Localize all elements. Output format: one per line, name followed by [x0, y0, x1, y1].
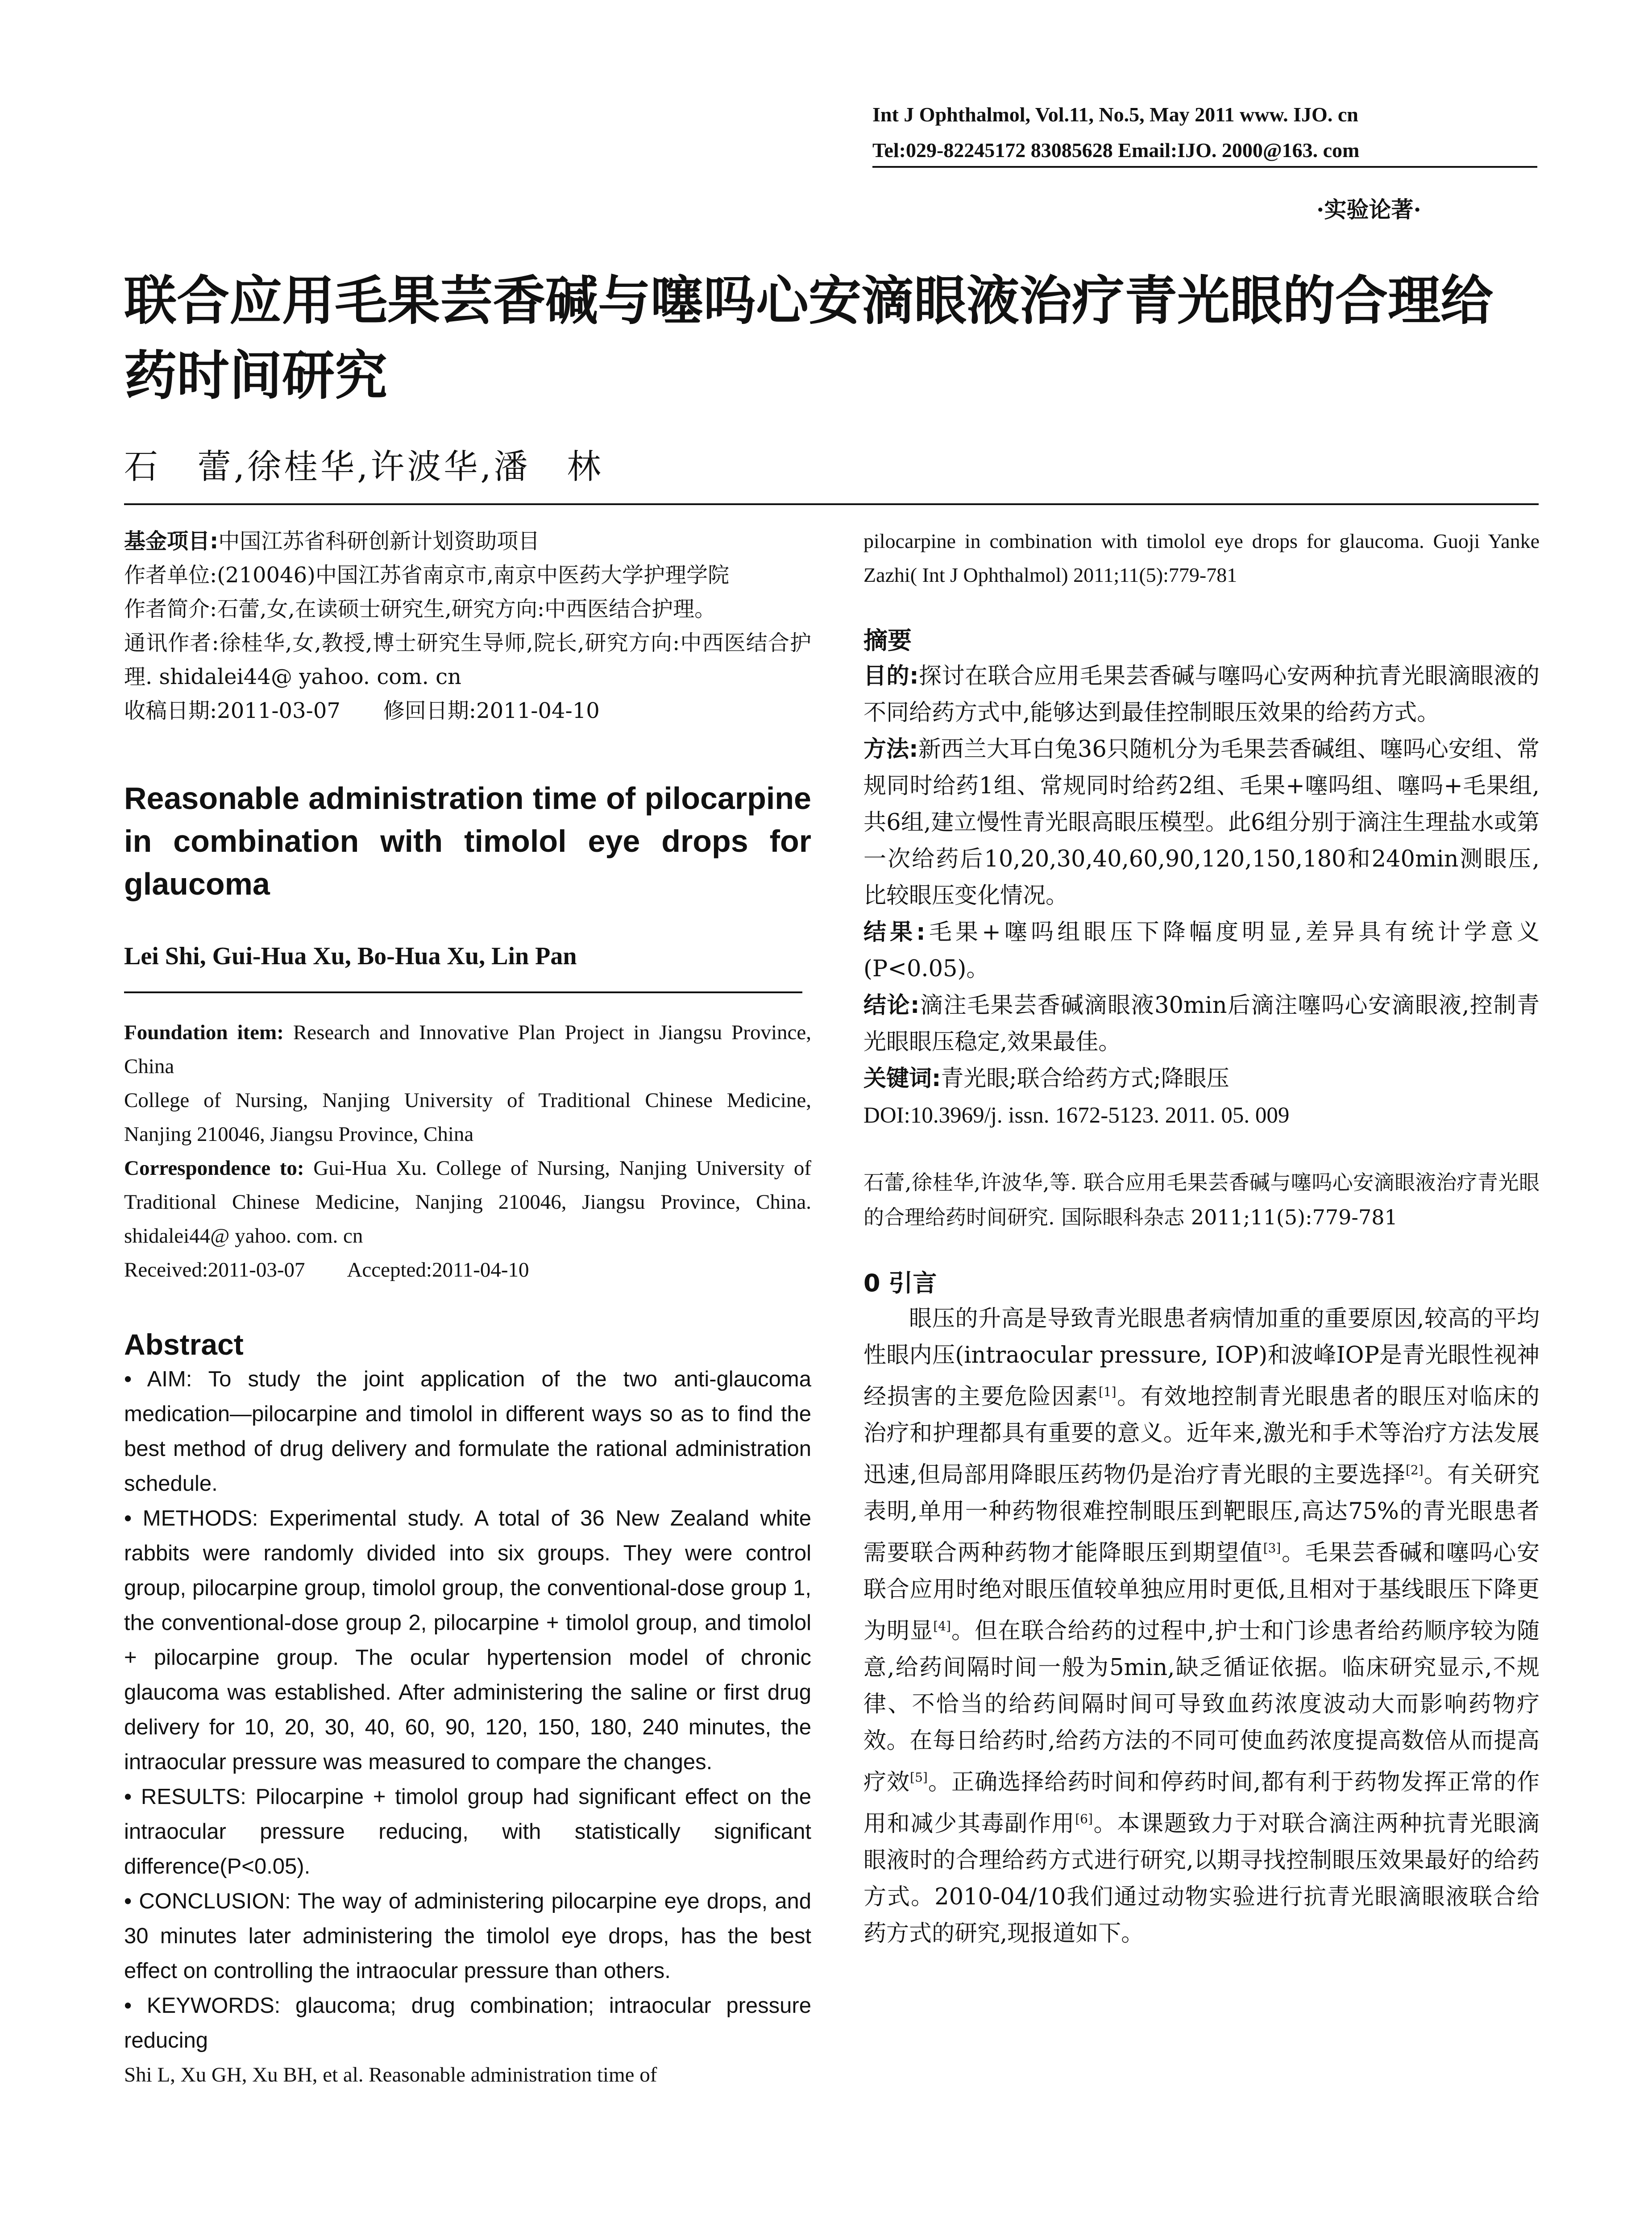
abstract-cn	[863, 658, 1540, 1134]
ref-3: [3]	[1263, 1541, 1281, 1555]
keywords-label: 关键词:	[863, 1066, 941, 1092]
keywords-text: 青光眼;联合给药方式;降眼压	[941, 1066, 1229, 1092]
method-label: 方法:	[863, 736, 918, 763]
fund-text: 中国江苏省科研创新计划资助项目	[218, 529, 540, 554]
ref-2: [2]	[1405, 1463, 1424, 1477]
conclusion-label: 结论:	[863, 992, 920, 1019]
purpose-text: 探讨在联合应用毛果芸香碱与噻吗心安两种抗青光眼滴眼液的不同给药方式中,能够达到最佳控制眼压效果的给药方式。	[863, 663, 1540, 726]
abstract-keywords: • KEYWORDS: glaucoma; drug combination; intraocular pressure reducing	[124, 1994, 811, 2053]
doi: DOI:10.3969/j. issn. 1672-5123. 2011. 05. 009	[863, 1103, 1290, 1128]
authors-rule	[124, 991, 802, 993]
abstract-heading-cn: 摘要	[863, 626, 912, 655]
ref-1: [1]	[1098, 1385, 1117, 1399]
english-metadata	[124, 1016, 811, 1287]
abstract-conclusion: • CONCLUSION: The way of administering pilocarpine eye drops, and 30 minutes later administering the timolol eye drops, has the best effect on controlling the intraocular pressure than others.	[124, 1889, 811, 1983]
result-label: 结果:	[863, 919, 926, 945]
citation-en-start: Shi L, Xu GH, Xu BH, et al. Reasonable administration time of	[124, 2063, 657, 2086]
received-en: Received:2011-03-07 Accepted:2011-04-10	[124, 1258, 529, 1281]
citation-en-cont: pilocarpine in combination with timolol eye drops for glaucoma. Guoji Yanke Zazhi( Int J Ophthalmol) 2011;11(5):779-781	[863, 530, 1540, 586]
correspondence-label: Correspondence to:	[124, 1157, 304, 1180]
abstract-en	[124, 1362, 811, 2058]
right-column	[863, 524, 1540, 1952]
chinese-metadata	[124, 524, 811, 728]
abstract-results: • RESULTS: Pilocarpine + timolol group had significant effect on the intraocular pressure reducing, with statistically significant difference(P<0.05).	[124, 1785, 811, 1879]
bio-text: 石蕾,女,在读硕士研究生,研究方向:中西医结合护理。	[217, 597, 716, 622]
journal-header-line1: Int J Ophthalmol, Vol.11, No.5, May 2011 www. IJO. cn	[872, 103, 1358, 126]
intro-text-5: 。但在联合给药的过程中,护士和门诊患者给药顺序较为随意,给药间隔时间一般为5min,缺乏循证依据。临床研究显示,不规律、不恰当的给药间隔时间可导致血药浓度波动大而影响药物疗效。在每日给药时,给药方法的不同可使血药浓度提高数倍从而提高疗效	[863, 1618, 1540, 1796]
college-en: College of Nursing, Nanjing University of Traditional Chinese Medicine, Nanjing 210046, Jiangsu Province, China	[124, 1089, 811, 1146]
intro-text-6: 。正确选择给药时间和停药时间,都有利于药物发挥正常的作用和减少其毒副作用	[863, 1769, 1540, 1837]
intro-text-1: 眼压的升高是导致青光眼患者病情加重的重要原因,较高的平均性眼内压(intraocular pressure, IOP)和波峰IOP是青光眼性视神经损害的主要危险因素	[863, 1306, 1540, 1410]
article-title-cn: 联合应用毛果芸香碱与噻吗心安滴眼液治疗青光眼的合理给药时间研究	[124, 270, 1494, 406]
intro-text-2: 。有效地控制青光眼患者的眼压对临床的治疗和护理都具有重要的意义。近年来,激光和手术等治疗方法发展迅速,但局部用降眼压药物仍是治疗青光眼的主要选择	[863, 1384, 1540, 1488]
citation-cn: 石蕾,徐桂华,许波华,等. 联合应用毛果芸香碱与噻吗心安滴眼液治疗青光眼的合理给药时间研究. 国际眼科杂志 2011;11(5):779-781	[863, 1170, 1540, 1229]
abstract-methods: • METHODS: Experimental study. A total of 36 New Zealand white rabbits were randomly divided into six groups. They were control group, pilocarpine group, timolol group, the conventional-dose group 1, the conventional-dose group 2, pilocarpine + timolol group, and timolol + pilocarpine group. The ocular hypertension model of chronic glaucoma was established. After administering the saline or first drug delivery for 10, 20, 30, 40, 60, 90, 120, 150, 180, 240 minutes, the intraocular pressure was measured to compare the changes.	[124, 1506, 811, 1774]
article-category: ·实验论著·	[1316, 196, 1421, 223]
fund-label: 基金项目:	[124, 529, 219, 554]
journal-header-line2: Tel:029-82245172 83085628 Email:IJO. 2000@163. com	[872, 139, 1360, 162]
foundation-text: Research and Innovative Plan Project in Jiangsu Province, China	[124, 1021, 811, 1078]
abstract-aim: • AIM: To study the joint application of the two anti-glaucoma medication—pilocarpine and timolol in different ways so as to find the best method of drug delivery and formulate the rational administration schedule.	[124, 1367, 811, 1496]
ref-4: [4]	[933, 1619, 951, 1634]
ref-5: [5]	[910, 1770, 928, 1785]
corr-label: 通讯作者:	[124, 630, 219, 655]
bio-label: 作者简介:	[124, 597, 217, 622]
purpose-label: 目的:	[863, 663, 919, 689]
article-title-en: Reasonable administration time of pilocarpine in combination with timolol eye drops for glaucoma	[124, 781, 811, 901]
intro-text-4: 。毛果芸香碱和噻吗心安联合应用时绝对眼压值较单独应用时更低,且相对于基线眼压下降更为明显	[863, 1540, 1540, 1644]
correspondence-text: Gui-Hua Xu. College of Nursing, Nanjing University of Traditional Chinese Medicine, Nanjing 210046, Jiangsu Province, China. shidalei44@ yahoo. com. cn	[124, 1157, 811, 1248]
intro-text-3: 。有关研究表明,单用一种药物很难控制眼压到靶眼压,高达75%的青光眼患者需要联合两种药物才能降眼压到期望值	[863, 1462, 1540, 1566]
conclusion-text: 滴注毛果芸香碱滴眼液30min后滴注噻吗心安滴眼液,控制青光眼眼压稳定,效果最佳。	[863, 992, 1540, 1055]
result-text: 毛果+噻吗组眼压下降幅度明显,差异具有统计学意义(P<0.05)。	[863, 919, 1540, 982]
affil-text: (210046)中国江苏省南京市,南京中医药大学护理学院	[217, 563, 730, 588]
affil-label: 作者单位:	[124, 563, 217, 588]
intro-heading: 0 引言	[863, 1269, 937, 1297]
abstract-heading-en: Abstract	[124, 1328, 244, 1361]
authors-cn: 石 蕾,徐桂华,许波华,潘 林	[124, 447, 604, 486]
corr-text: 徐桂华,女,教授,博士研究生导师,院长,研究方向:中西医结合护理. shidalei44@ yahoo. com. cn	[124, 630, 811, 689]
received-cn: 收稿日期:2011-03-07 修回日期:2011-04-10	[124, 698, 600, 723]
header-rule	[872, 166, 1537, 168]
authors-en: Lei Shi, Gui-Hua Xu, Bo-Hua Xu, Lin Pan	[124, 942, 577, 970]
title-rule	[124, 503, 1539, 505]
intro-paragraph	[863, 1301, 1540, 1952]
foundation-label: Foundation item:	[124, 1021, 284, 1044]
intro-text-7: 。本课题致力于对联合滴注两种抗青光眼滴眼液时的合理给药方式进行研究,以期寻找控制眼压效果最好的给药方式。2010-04/10我们通过动物实验进行抗青光眼滴眼液联合给药方式的研究,现报道如下。	[863, 1811, 1540, 1947]
ref-6: [6]	[1075, 1812, 1093, 1826]
left-column	[124, 524, 811, 2092]
method-text: 新西兰大耳白兔36只随机分为毛果芸香碱组、噻吗心安组、常规同时给药1组、常规同时给药2组、毛果+噻吗组、噻吗+毛果组,共6组,建立慢性青光眼高眼压模型。此6组分别于滴注生理盐水或第一次给药后10,20,30,40,60,90,120,150,180和240min测眼压,比较眼压变化情况。	[863, 736, 1540, 909]
